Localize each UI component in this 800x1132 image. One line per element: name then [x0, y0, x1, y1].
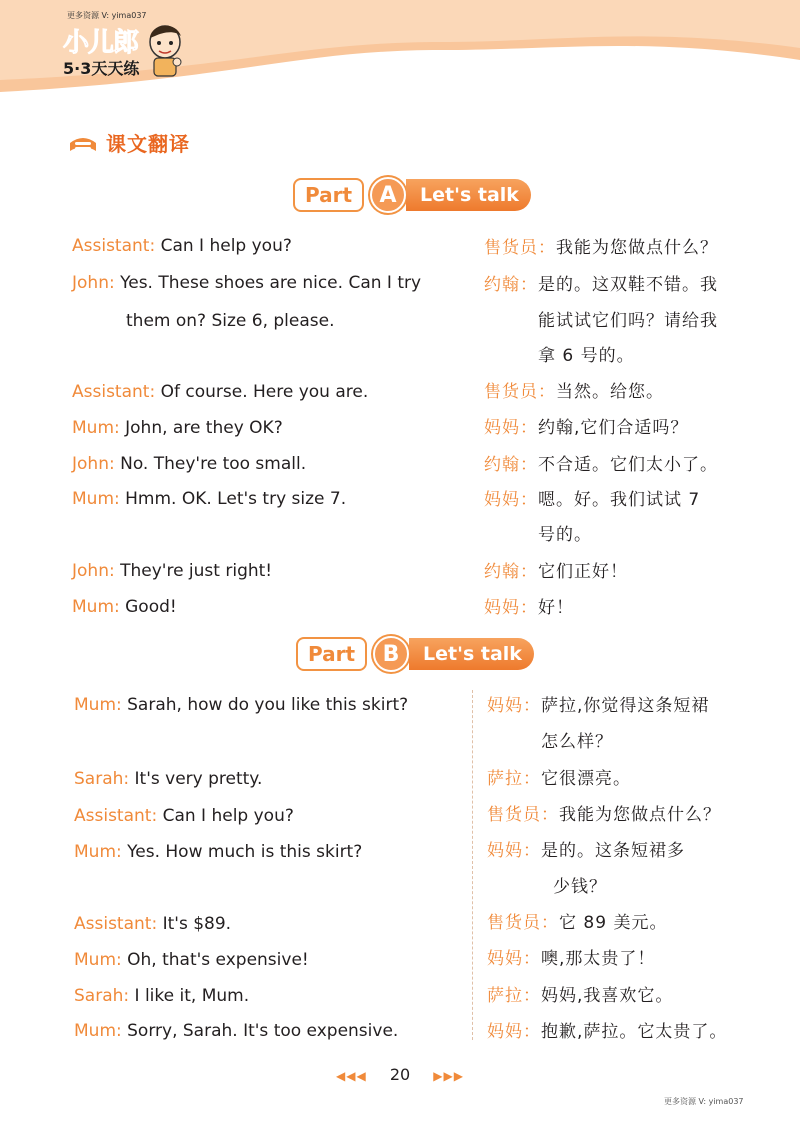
translation-line [487, 691, 709, 716]
translation-line [487, 836, 685, 861]
speaker-label: Mum: [72, 597, 120, 617]
dialogue-line [74, 914, 231, 934]
speaker-label: Sarah: [74, 986, 130, 1006]
dialogue-line [72, 561, 272, 581]
speaker-label: 售货员： [484, 238, 556, 258]
translation-text: 能试试它们吗？请给我 [538, 311, 718, 331]
part-a-letter-badge: A [370, 177, 406, 213]
dialogue-line [74, 950, 309, 970]
translation-line [538, 306, 718, 331]
translation-line [484, 557, 628, 582]
dialogue-text: It's $89. [157, 914, 232, 934]
watermark: 更多资源 V: yima037 [664, 1097, 744, 1106]
speaker-label: 售货员： [487, 805, 559, 825]
translation-text: 萨拉,你觉得这条短裙 [541, 696, 710, 716]
speaker-label: Mum: [74, 842, 122, 862]
speaker-label: John: [72, 273, 115, 293]
brand-name: 小儿郎 [63, 28, 139, 58]
dialogue-line [72, 236, 292, 256]
section-heading [68, 128, 190, 157]
dialogue-line [72, 597, 177, 617]
translation-line [538, 341, 635, 366]
speaker-label: 萨拉： [487, 769, 541, 789]
dialogue-line [74, 695, 408, 715]
speaker-label: Assistant: [72, 382, 156, 402]
part-b-letter-badge: B [373, 636, 409, 672]
speaker-label: Mum: [74, 1021, 122, 1041]
translation-line [484, 270, 718, 295]
column-divider [472, 690, 473, 1040]
translation-text: 不合适。它们太小了。 [538, 455, 718, 475]
dialogue-text: Yes. These shoes are nice. Can I try [114, 273, 422, 293]
speaker-label: 售货员： [484, 382, 556, 402]
speaker-label: 妈妈： [484, 490, 538, 510]
translation-line [487, 764, 631, 789]
dialogue-text: No. They're too small. [114, 454, 307, 474]
header-resource-note: 更多资源 V: yima037 [67, 11, 147, 20]
speaker-label: 萨拉： [487, 986, 541, 1006]
translation-line [484, 377, 664, 402]
speaker-label: Mum: [74, 950, 122, 970]
speaker-label: John: [72, 454, 115, 474]
speaker-label: 约翰： [484, 455, 538, 475]
translation-text: 它们正好！ [538, 562, 628, 582]
brand-subtitle: 5·3天天练 [63, 59, 140, 78]
translation-line [484, 233, 718, 258]
dialogue-line [72, 489, 346, 509]
dialogue-text: Can I help you? [157, 806, 294, 826]
speaker-label: Mum: [74, 695, 122, 715]
section-title: 课文翻译 [106, 132, 190, 156]
translation-text: 怎么样？ [541, 732, 613, 752]
speaker-label: Assistant: [72, 236, 156, 256]
speaker-label: 妈妈： [487, 949, 541, 969]
translation-text: 好！ [538, 598, 574, 618]
page-number: 20 [389, 1065, 411, 1084]
dialogue-text: Can I help you? [155, 236, 292, 256]
translation-text: 少钱？ [553, 877, 607, 897]
dialogue-text: Yes. How much is this skirt? [121, 842, 363, 862]
translation-text: 它 89 美元。 [559, 913, 668, 933]
dialogue-line [74, 769, 262, 789]
speaker-label: 妈妈： [487, 1022, 541, 1042]
translation-text: 嗯。好。我们试试 7 [538, 490, 701, 510]
part-a-title: Let's talk [406, 179, 531, 211]
dialogue-line [72, 382, 368, 402]
translation-text: 妈妈,我喜欢它。 [541, 986, 674, 1006]
translation-text: 是的。这双鞋不错。我 [538, 275, 718, 295]
translation-line [484, 413, 688, 438]
dialogue-text: Of course. Here you are. [155, 382, 369, 402]
dialogue-text: They're just right! [114, 561, 273, 581]
part-b-banner [296, 637, 534, 671]
speaker-label: 约翰： [484, 562, 538, 582]
page-footer [0, 1065, 800, 1084]
speaker-label: Mum: [72, 418, 120, 438]
dialogue-text: I like it, Mum. [129, 986, 250, 1006]
dialogue-line [72, 454, 306, 474]
translation-line [487, 944, 655, 969]
speaker-label: 妈妈： [487, 841, 541, 861]
left-arrows-icon: ◀◀◀ [336, 1069, 367, 1083]
mascot-boy-icon [145, 20, 185, 78]
translation-line [484, 450, 718, 475]
part-a-banner [293, 178, 531, 212]
speaker-label: Assistant: [74, 914, 158, 934]
translation-text: 我能为您做点什么？ [556, 238, 718, 258]
translation-line [538, 520, 592, 545]
dialogue-line [72, 418, 283, 438]
translation-line [484, 485, 700, 510]
translation-text: 我能为您做点什么？ [559, 805, 721, 825]
translation-text: 是的。这条短裙多 [541, 841, 685, 861]
dialogue-text: them on? Size 6, please. [126, 311, 335, 331]
dialogue-text: It's very pretty. [129, 769, 263, 789]
translation-line [487, 1017, 727, 1042]
speaker-label: 妈妈： [484, 418, 538, 438]
translation-text: 噢,那太贵了！ [541, 949, 656, 969]
part-b-word: Part [296, 637, 367, 671]
speaker-label: Sarah: [74, 769, 130, 789]
book-stack-icon [68, 131, 98, 155]
part-b-title: Let's talk [409, 638, 534, 670]
translation-text: 抱歉,萨拉。它太贵了。 [541, 1022, 728, 1042]
right-arrows-icon: ▶▶▶ [433, 1069, 464, 1083]
dialogue-line [74, 842, 362, 862]
dialogue-line [74, 1021, 398, 1041]
translation-line [553, 872, 607, 897]
translation-line [487, 908, 667, 933]
speaker-label: 约翰： [484, 275, 538, 295]
dialogue-text: Good! [119, 597, 177, 617]
dialogue-text: Sarah, how do you like this skirt? [121, 695, 409, 715]
dialogue-text: Oh, that's expensive! [121, 950, 309, 970]
translation-text: 拿 6 号的。 [538, 346, 635, 366]
translation-line [484, 593, 574, 618]
dialogue-line [126, 311, 335, 331]
speaker-label: John: [72, 561, 115, 581]
translation-line [487, 981, 673, 1006]
translation-text: 当然。给您。 [556, 382, 664, 402]
dialogue-text: Sorry, Sarah. It's too expensive. [121, 1021, 399, 1041]
speaker-label: Assistant: [74, 806, 158, 826]
speaker-label: 售货员： [487, 913, 559, 933]
speaker-label: 妈妈： [487, 696, 541, 716]
translation-text: 号的。 [538, 525, 592, 545]
dialogue-text: John, are they OK? [119, 418, 283, 438]
part-a-word: Part [293, 178, 364, 212]
translation-line [487, 800, 721, 825]
dialogue-line [72, 273, 421, 293]
speaker-label: Mum: [72, 489, 120, 509]
dialogue-line [74, 986, 249, 1006]
dialogue-text: Hmm. OK. Let's try size 7. [119, 489, 347, 509]
dialogue-line [74, 806, 294, 826]
speaker-label: 妈妈： [484, 598, 538, 618]
translation-text: 它很漂亮。 [541, 769, 631, 789]
translation-line [541, 727, 613, 752]
translation-text: 约翰,它们合适吗？ [538, 418, 689, 438]
